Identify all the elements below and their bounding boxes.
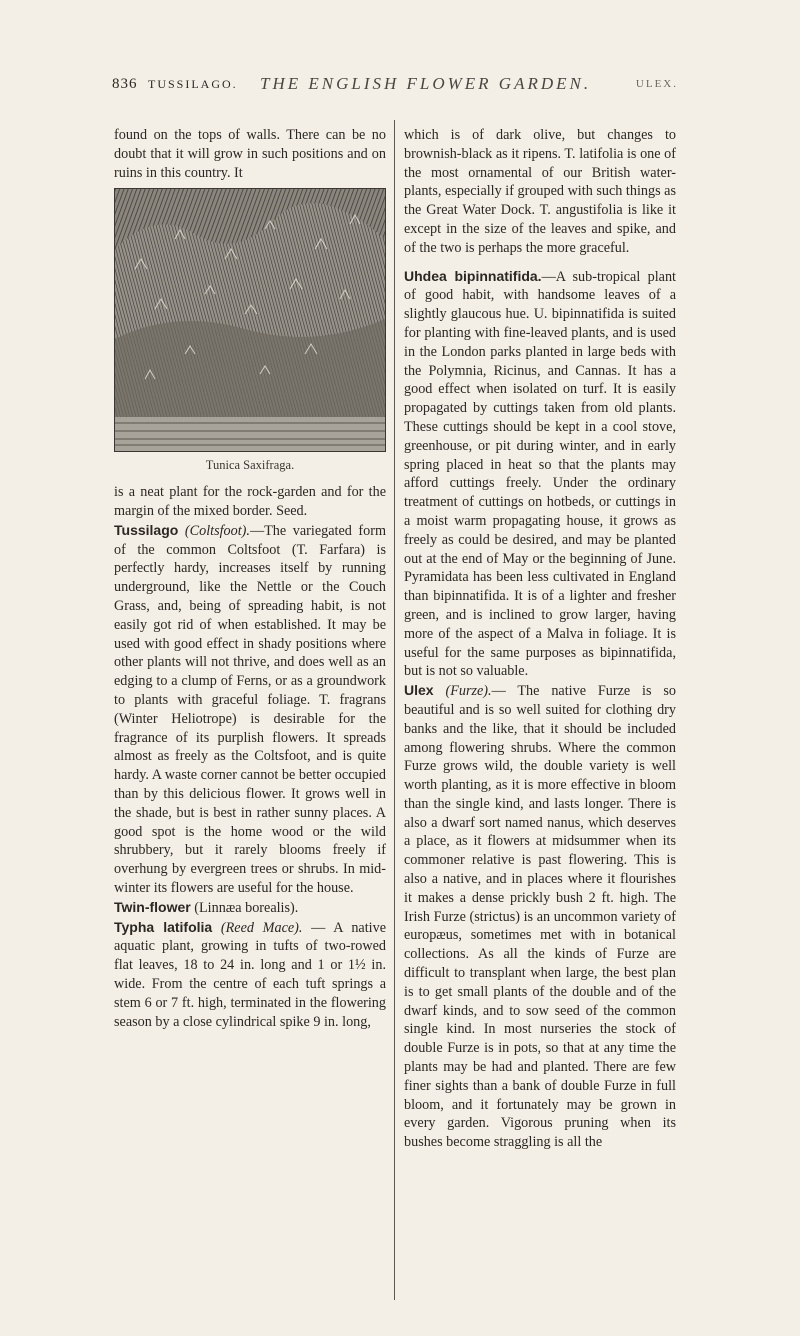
paragraph: is a neat plant for the rock-garden and for the margin of the mixed border. Seed. [114,484,386,519]
column-divider [394,120,395,1300]
left-column [114,126,386,1031]
entry-heading: Typha latifolia [114,918,213,935]
entry-text: —A sub-tropical plant of good habit, with handsome leaves of a slightly glaucous hue. U. bipinnatifida is suited for planting with fine-leaved plants, and is used in the London parks planted in large beds with the Polymnia, Ricinus, and Cannas. It has a good effect when isolated on turf. It is easily propagated by cuttings taken from old plants. These cuttings should be kept in a cool stove, greenhouse, or pit during winter, and in early spring placed in heat so that the plants may afford cuttings freely. Under the ordinary treatment of cuttings on hotbeds, or cuttings in a moist warm propagating house, it grows as freely as could be desired, and may be planted out at the end of May or the beginning of June. Pyramidata has been less cultivated in England than bipinnatifida. It is of a lighter and fresher green, and is inclined to grow larger, having more of the aspect of a Malva in foliage. It is useful for the same purposes as bipinnatifida, but is not so valuable. [404,268,676,680]
entry-tussilago [114,521,386,898]
entry-heading: Twin-flower [114,898,191,915]
entry-text: —The variegated form of the common Coltsfoot (T. Farfara) is perfectly hardy, increases itself by running underground, like the Nettle or the Couch Grass, and, being of spreading habit, is not easily got rid of when established. It may be used with good effect in shady positions where other plants will not thrive, and does well as an edging to a clump of Ferns, or as a groundwork to plants with graceful foliage. T. fragrans (Winter Heliotrope) is desirable for the fragrance of its purplish flowers. It spreads almost as freely as the Coltsfoot, and is quite hardy. A waste corner cannot be better occupied than by this delicious flower. It grows well in the shade, but is best in rather sunny places. A good spot is the home wood or the wild shrubbery, but it rarely blooms freely if overhung by evergreen trees or shrubs. In mid-winter its flowers are useful for the house. [114,522,387,896]
entry-uhdea [404,267,676,682]
section-head: ULEX. [635,78,678,90]
common-name: (Reed Mace). [220,919,303,936]
common-name: (Coltsfoot). [184,522,250,539]
common-name: (Furze). [445,683,492,700]
running-head: TUSSILAGO. [148,77,238,91]
plant-engraving-icon [115,189,385,451]
page-number: 836 [112,76,138,92]
entry-typha [114,918,386,1032]
right-column [404,126,676,1152]
book-title: THE ENGLISH FLOWER GARDEN. [260,74,592,93]
entry-twin-flower [114,898,386,918]
entry-heading: Tussilago [114,521,179,538]
figure-caption: Tunica Saxifraga. [205,458,295,473]
entry-heading: Ulex [404,682,434,699]
entry-text: (Linnæa borealis). [190,899,299,916]
entry-text: — A native aquatic plant, growing in tufts of two-rowed flat leaves, 18 to 24 in. long and 1 or 1½ in. wide. From the centre of each tuft springs a stem 6 or 7 ft. high, terminated in the flowering season by a close cylindrical spike 9 in. long, [114,919,386,1030]
entry-ulex [404,681,676,1152]
paragraph: which is of dark olive, but changes to brownish-black as it ripens. T. latifolia is one of the most ornamental of our British water-plants, especially if grouped with such things as the Great Water Dock. T. angustifolia is like it except in the size of the leaves and spike, and of the two is perhaps the more graceful. [404,127,676,256]
entry-text: — The native Furze is so beautiful and is so well suited for clothing dry banks and the like, that it should be included among flowering shrubs. Where the common Furze grows wild, the double variety is well worth planting, as it is more effective in bloom than the single kind, and lasts longer. There is also a dwarf sort named nanus, which deserves a place, as it flowers at midsummer when its commoner relative is past flowering. This is also a native, and in places where it flourishes it makes a dense prickly bush 2 ft. high. The Irish Furze (strictus) is an uncommon variety of europæus, sometimes met with in botanical collections. As all the kinds of Furze are difficult to transplant when large, the best plan is to get small plants of the double and of the dwarf kinds, and to sow seed of the common single kind. In most nurseries the stock of double Furze is in pots, so that at any time the plants may be had and planted. There are few finer sights than a bank of double Furze in full bloom, and it fortunately may be grown in every garden. Vigorous pruning when its bushes become straggling is all the [404,683,677,1151]
page-header [112,72,678,98]
paragraph: found on the tops of walls. There can be no doubt that it will grow in such positions and on ruins in this country. It [114,127,386,181]
tunica-saxifraga-illustration [114,188,386,452]
entry-heading: Uhdea bipinnatifida. [404,267,542,284]
